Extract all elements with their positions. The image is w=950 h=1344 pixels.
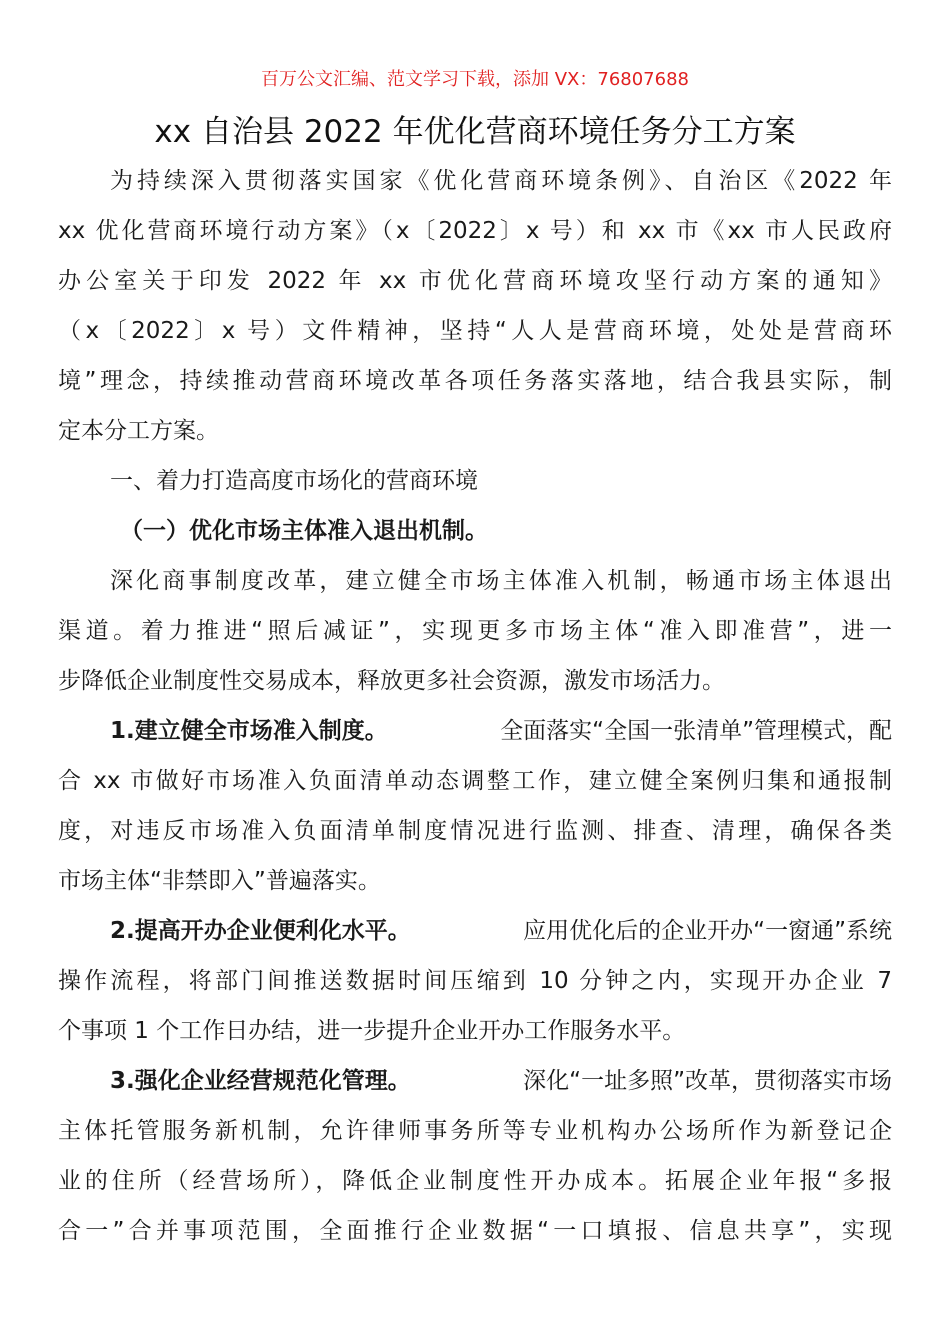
intro-line: 办公室关于印发 2022 年 xx 市优化营商环境攻坚行动方案的通知》 [58,268,892,294]
item-3-first-line [110,1066,892,1096]
item-3-heading: 3.强化企业经营规范化管理。 [110,1068,411,1094]
watermark-banner: 百万公文汇编、范文学习下载，添加 VX：76807688 [261,69,689,90]
item-1-first-line [110,716,892,746]
document-title: xx 自治县 2022 年优化营商环境任务分工方案 [154,114,796,150]
intro-line: 定本分工方案。 [58,418,219,444]
item-2-line: 个事项 1 个工作日办结，进一步提升企业开办工作服务水平。 [58,1018,686,1044]
item-1-line: 合 xx 市做好市场准入负面清单动态调整工作，建立健全案例归集和通报制 [58,768,892,794]
subsection-line: 深化商事制度改革，建立健全市场主体准入机制，畅通市场主体退出 [110,568,892,594]
item-2-first-line [110,916,892,946]
item-2-line: 操作流程，将部门间推送数据时间压缩到 10 分钟之内，实现开办企业 7 [58,968,892,994]
item-2-heading: 2.提高开办企业便利化水平。 [110,918,411,944]
item-3-line: 业的住所（经营场所），降低企业制度性开办成本。拓展企业年报“多报 [58,1168,892,1194]
item-1-heading: 1.建立健全市场准入制度。 [110,718,388,744]
item-3-first-line-text: 深化“一址多照”改革，贯彻落实市场 [523,1068,892,1094]
item-2-first-line-text: 应用优化后的企业开办“一窗通”系统 [523,918,892,944]
section-heading: 一、着力打造高度市场化的营商环境 [110,468,478,494]
intro-line: （x〔2022〕x 号）文件精神，坚持“人人是营商环境，处处是营商环 [58,318,892,344]
intro-line: xx 优化营商环境行动方案》（x〔2022〕x 号）和 xx 市《xx 市人民政府 [58,218,892,244]
intro-line: 境”理念，持续推动营商环境改革各项任务落实落地，结合我县实际，制 [58,368,892,394]
subsection-line: 渠道。着力推进“照后减证”，实现更多市场主体“准入即准营”，进一 [58,618,892,644]
subsection-line: 步降低企业制度性交易成本，释放更多社会资源，激发市场活力。 [58,668,725,694]
subsection-heading: （一）优化市场主体准入退出机制。 [120,518,488,544]
item-3-line: 主体托管服务新机制，允许律师事务所等专业机构办公场所作为新登记企 [58,1118,892,1144]
item-3-line: 合一”合并事项范围，全面推行企业数据“一口填报、信息共享”，实现 [58,1218,892,1244]
item-1-first-line-text: 全面落实“全国一张清单”管理模式，配 [500,718,892,744]
item-1-line: 市场主体“非禁即入”普遍落实。 [58,868,381,894]
item-1-line: 度，对违反市场准入负面清单制度情况进行监测、排查、清理，确保各类 [58,818,892,844]
intro-line: 为持续深入贯彻落实国家《优化营商环境条例》、自治区《2022 年 [110,168,892,194]
